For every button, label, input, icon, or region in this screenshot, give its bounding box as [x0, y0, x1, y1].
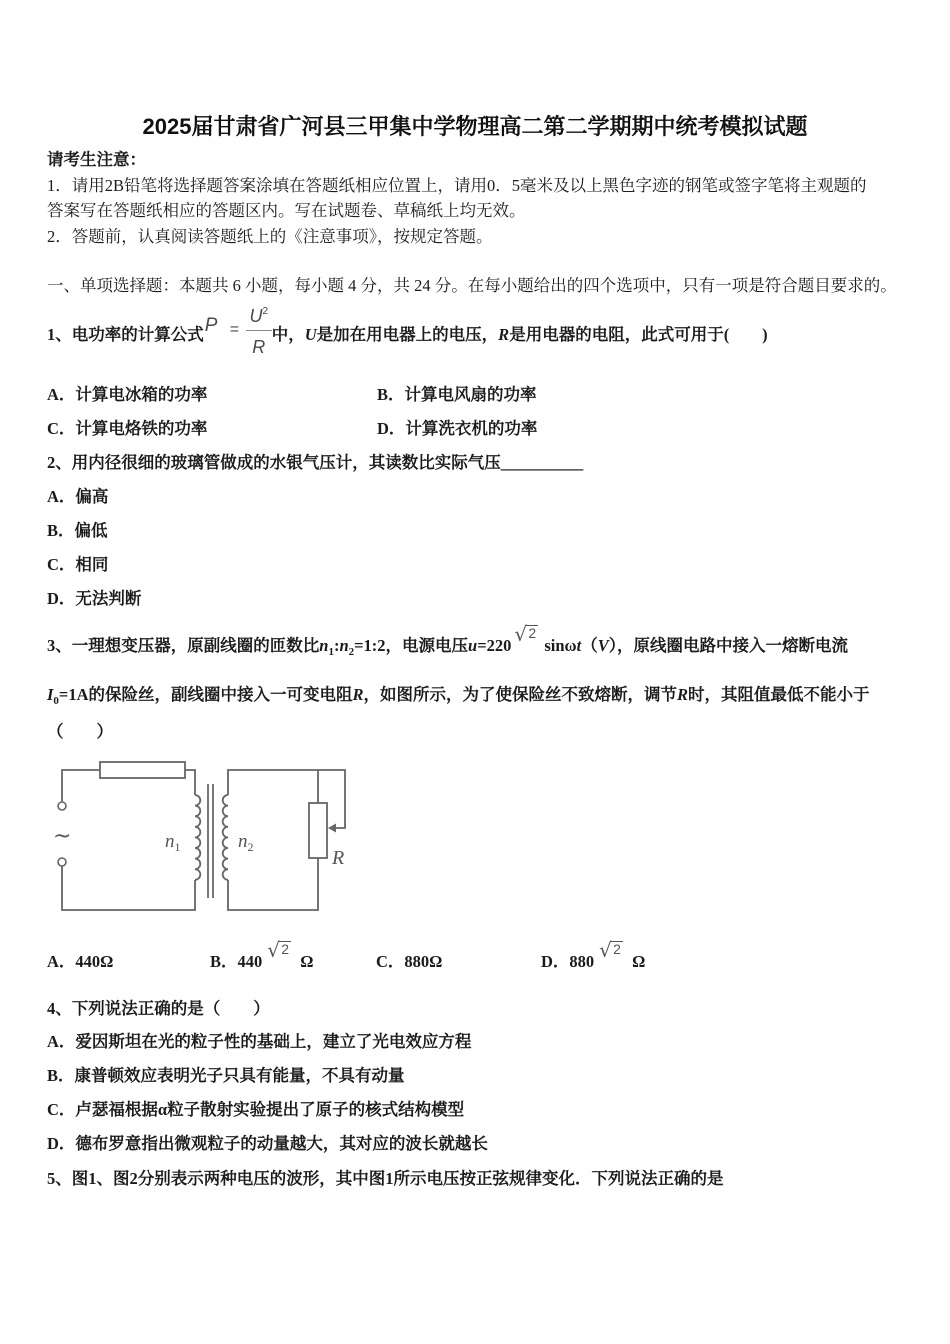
radical-sign: √: [514, 622, 528, 646]
secondary-turns-subscript: 2: [247, 840, 254, 854]
q3-option-d: [541, 938, 646, 972]
secondary-top-wire: [228, 770, 318, 803]
primary-turns-subscript: 1: [174, 840, 181, 854]
primary-turns-label: [165, 831, 181, 854]
q3-i-subscript: 0: [53, 695, 59, 707]
q1-stem: [47, 306, 768, 357]
secondary-coil: [223, 795, 228, 880]
exam-title: 2025届甘肃省广河县三甲集中学物理高二第二学期期中统考模拟试题: [142, 114, 808, 139]
formula-denominator: R: [252, 337, 266, 357]
q5-stem: 5、图1、图2分别表示两种电压的波形，其中图1所示电压按正弦规律变化．下列说法正确的是: [47, 1169, 724, 1188]
q3-option-b-sqrt: [267, 938, 293, 972]
q4-option-c: C．卢瑟福根据α粒子散射实验提出了原子的核式结构模型: [47, 1100, 465, 1119]
q1-stem-after: 是用电器的电阻，此式可用于( ): [509, 325, 768, 344]
formula-fraction: [246, 306, 272, 357]
q2-option-d: D．无法判断: [47, 589, 142, 608]
q3-n2-symbol: n: [339, 636, 349, 655]
q1-options-row-1: [0, 385, 950, 405]
q2-answer-blank: __________: [500, 453, 584, 472]
radicand: 2: [613, 941, 621, 957]
q3-n1-symbol: n: [319, 636, 329, 655]
formula-exponent: 2: [262, 306, 269, 317]
q1-var-r: R: [498, 325, 510, 344]
secondary-turns-symbol: n: [238, 831, 248, 852]
q1-option-c: C．计算电烙铁的功率: [47, 419, 208, 438]
q1-option-a: A．计算电冰箱的功率: [47, 385, 208, 404]
power-formula: [204, 306, 272, 357]
ac-source-symbol: ~: [53, 824, 72, 849]
q4-option-d: D．德布罗意指出微观粒子的动量越大，其对应的波长就越长: [47, 1134, 488, 1153]
q4-stem: 4、下列说法正确的是（ ）: [47, 999, 270, 1018]
notice-item-1-line-1: 1．请用2B铅笔将选择题答案涂填在答题纸相应位置上，请用0．5毫米及以上黑色字迹的钢笔或签字笔将主观题的: [47, 176, 867, 195]
radicand: 2: [281, 941, 290, 957]
input-terminal-top: [58, 802, 66, 810]
formula-numerator-base: U: [249, 306, 263, 326]
rheostat-slider-arrow: [328, 824, 336, 833]
secondary-bottom-wire: [228, 858, 318, 910]
q3-option-c: C．880Ω: [376, 952, 443, 971]
formula-equals: =: [229, 321, 240, 338]
q3-r-symbol-2: R: [677, 685, 689, 704]
q3-i-symbol: I: [47, 685, 54, 704]
notice-heading: 请考生注意：: [47, 150, 146, 169]
variable-resistor: [309, 803, 327, 858]
q3-stem-line-1: [47, 622, 848, 658]
radical-sign: √: [599, 938, 612, 962]
q3-stem-text-3: =1A的保险丝，副线圈中接入一可变电阻: [58, 685, 353, 704]
q3-t-symbol: t: [576, 636, 582, 655]
q3-sqrt-2: [514, 622, 540, 656]
q3-option-a: A．440Ω: [47, 952, 114, 971]
q2-option-c: C．相同: [47, 555, 109, 574]
fuse-resistor: [100, 762, 185, 778]
primary-top-wire-left: [62, 770, 100, 802]
q2-option-a: A．偏高: [47, 487, 109, 506]
q2-stem: [47, 453, 583, 473]
q2-stem-text: 2、用内径很细的玻璃管做成的水银气压计，其读数比实际气压: [47, 453, 501, 472]
q3-stem-line-2: [47, 685, 870, 707]
q3-sin-text: sinω: [544, 636, 577, 655]
q1-option-b: B．计算电风扇的功率: [377, 385, 537, 404]
q3-option-b-unit: Ω: [300, 952, 314, 971]
q4-option-b: B．康普顿效应表明光子只具有能量，不具有动量: [47, 1066, 405, 1085]
formula-numerator: [246, 306, 272, 331]
q1-option-d: D．计算洗衣机的功率: [377, 419, 538, 438]
q3-ratio-value: =1:2，电源电压: [354, 636, 469, 655]
q3-options-row: [0, 938, 950, 972]
q3-option-b: [210, 938, 314, 972]
q3-u-value: =220: [477, 636, 512, 655]
q3-r-symbol-1: R: [352, 685, 364, 704]
notice-item-1-line-2: 答案写在答题纸相应的答题区内。写在试题卷、草稿纸上均无效。: [47, 201, 526, 220]
resistor-label: R: [332, 847, 345, 869]
q3-unit-v: V: [597, 636, 609, 655]
q3-unit-open: （: [581, 636, 598, 655]
q2-option-b: B．偏低: [47, 521, 108, 540]
q3-stem-text-5: 时，其阻值最低不能小于: [688, 685, 870, 704]
q3-n1-subscript: 1: [328, 646, 334, 658]
notice-item-2: 2．答题前，认真阅读答题纸上的《注意事项》，按规定答题。: [47, 227, 493, 246]
q1-stem-before: 1、电功率的计算公式: [47, 325, 204, 344]
q3-answer-brackets: （ ）: [47, 722, 113, 741]
transformer-circuit-figure: [45, 758, 355, 920]
formula-lhs: P: [204, 315, 218, 336]
input-terminal-bottom: [58, 858, 66, 866]
q1-stem-mid-2: 是加在用电器上的电压，: [316, 325, 499, 344]
q3-n2-subscript: 2: [348, 646, 355, 658]
q1-var-u: U: [304, 325, 317, 344]
q3-ratio-colon: :: [333, 636, 340, 655]
primary-turns-symbol: n: [165, 831, 175, 852]
q4-option-a: A．爱因斯坦在光的粒子性的基础上，建立了光电效应方程: [47, 1032, 472, 1051]
q3-option-d-value: D．880: [541, 952, 595, 971]
q3-u-symbol: u: [468, 636, 478, 655]
primary-coil: [195, 795, 200, 880]
q3-stem-text-4: ，如图所示，为了使保险丝不致熔断，调节: [363, 685, 678, 704]
q3-option-b-value: B．440: [210, 952, 263, 971]
radicand: 2: [528, 625, 537, 641]
section-1-heading: 一、单项选择题：本题共 6 小题，每小题 4 分，共 24 分。在每小题给出的四个选项中，只有一项是符合题目要求的。: [47, 276, 897, 295]
primary-top-wire-right: [185, 770, 195, 795]
q3-unit-close: ）: [608, 636, 617, 655]
q1-options-row-2: [0, 419, 950, 439]
q3-option-d-unit: Ω: [632, 952, 646, 971]
q3-stem-text-1: 3、一理想变压器，原副线圈的匝数比: [47, 636, 320, 655]
radical-sign: √: [267, 938, 281, 962]
primary-bottom-wire: [62, 866, 195, 910]
secondary-turns-label: [238, 831, 254, 854]
q3-option-d-sqrt: [599, 938, 625, 972]
q1-stem-mid-1: 中，: [271, 325, 305, 344]
q3-stem-text-2: ，原线圈电路中接入一熔断电流: [616, 636, 848, 655]
